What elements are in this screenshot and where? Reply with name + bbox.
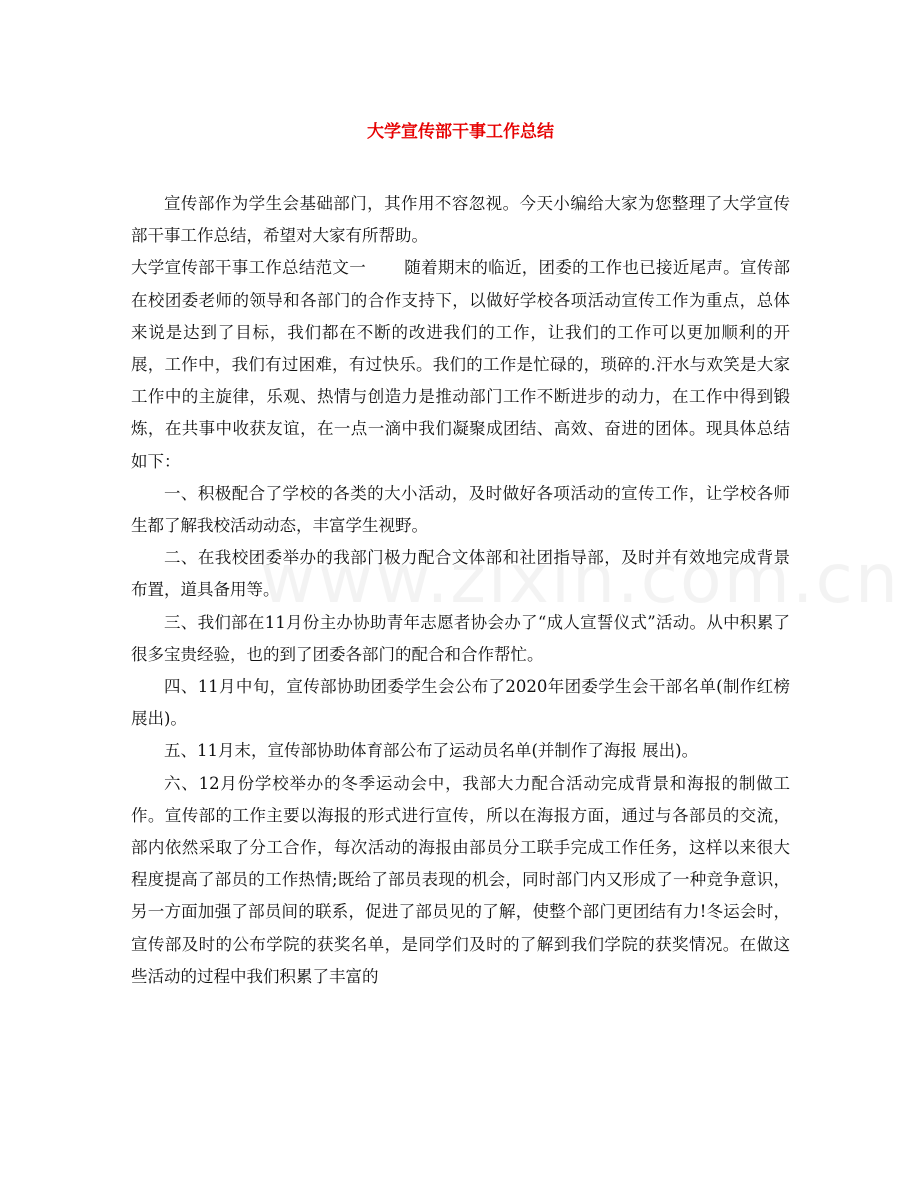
list-item: 三、我们部在11月份主办协助青年志愿者协会办了“成人宣誓仪式”活动。从中积累了很多宝贵经验，也的到了团委各部门的配合和合作帮忙。 <box>131 612 790 664</box>
document-title: 大学宣传部干事工作总结 <box>367 122 554 142</box>
sample-paragraph <box>131 252 790 477</box>
sample-text: 随着期末的临近，团委的工作也已接近尾声。宣传部在校团委老师的领导和各部门的合作支持下，以做好学校各项活动宣传工作为重点，总体来说是达到了目标，我们都在不断的改进我们的工作，让我们的工作可以更加顺利的开展，工作中，我们有过困难，有过快乐。我们的工作是忙碌的，琐碎的.汗水与欢笑是大家工作中的主旋律，乐观、热情与创造力是推动部门工作不断进步的动力，在工作中得到锻炼，在共事中收获友谊，在一点一滴中我们凝聚成团结、高效、奋进的团体。现具体总结如下： <box>131 258 791 471</box>
sample-label: 大学宣传部干事工作总结范文一 <box>131 258 366 278</box>
intro-paragraph: 宣传部作为学生会基础部门，其作用不容忽视。今天小编给大家为您整理了大学宣传部干事工作总结，希望对大家有所帮助。 <box>131 194 790 246</box>
list-item: 二、在我校团委举办的我部门极力配合文体部和社团指导部，及时并有效地完成背景布置，道具备用等。 <box>131 548 790 600</box>
document-body <box>131 188 790 993</box>
list-item: 四、11月中旬，宣传部协助团委学生会公布了2020年团委学生会干部名单(制作红榜展出)。 <box>131 677 790 729</box>
list-item: 六、12月份学校举办的冬季运动会中，我部大力配合活动完成背景和海报的制做工作。宣传部的工作主要以海报的形式进行宣传，所以在海报方面，通过与各部员的交流，部内依然采取了分工合作，每次活动的海报由部员分工联手完成工作任务，这样以来很大程度提高了部员的工作热情;既给了部员表现的机会，同时部门内又形成了一种竞争意识，另一方面加强了部员间的联系，促进了部员见的了解，使整个部门更团结有力!冬运会时，宣传部及时的公布学院的获奖名单，是同学们及时的了解到我们学院的获奖情况。在做这些活动的过程中我们积累了丰富的 <box>131 773 790 986</box>
list-item: 一、积极配合了学校的各类的大小活动，及时做好各项活动的宣传工作，让学校各师生都了解我校活动动态，丰富学生视野。 <box>131 483 790 536</box>
list-item: 五、11月末，宣传部协助体育部公布了运动员名单(并制作了海报 展出)。 <box>164 741 699 761</box>
